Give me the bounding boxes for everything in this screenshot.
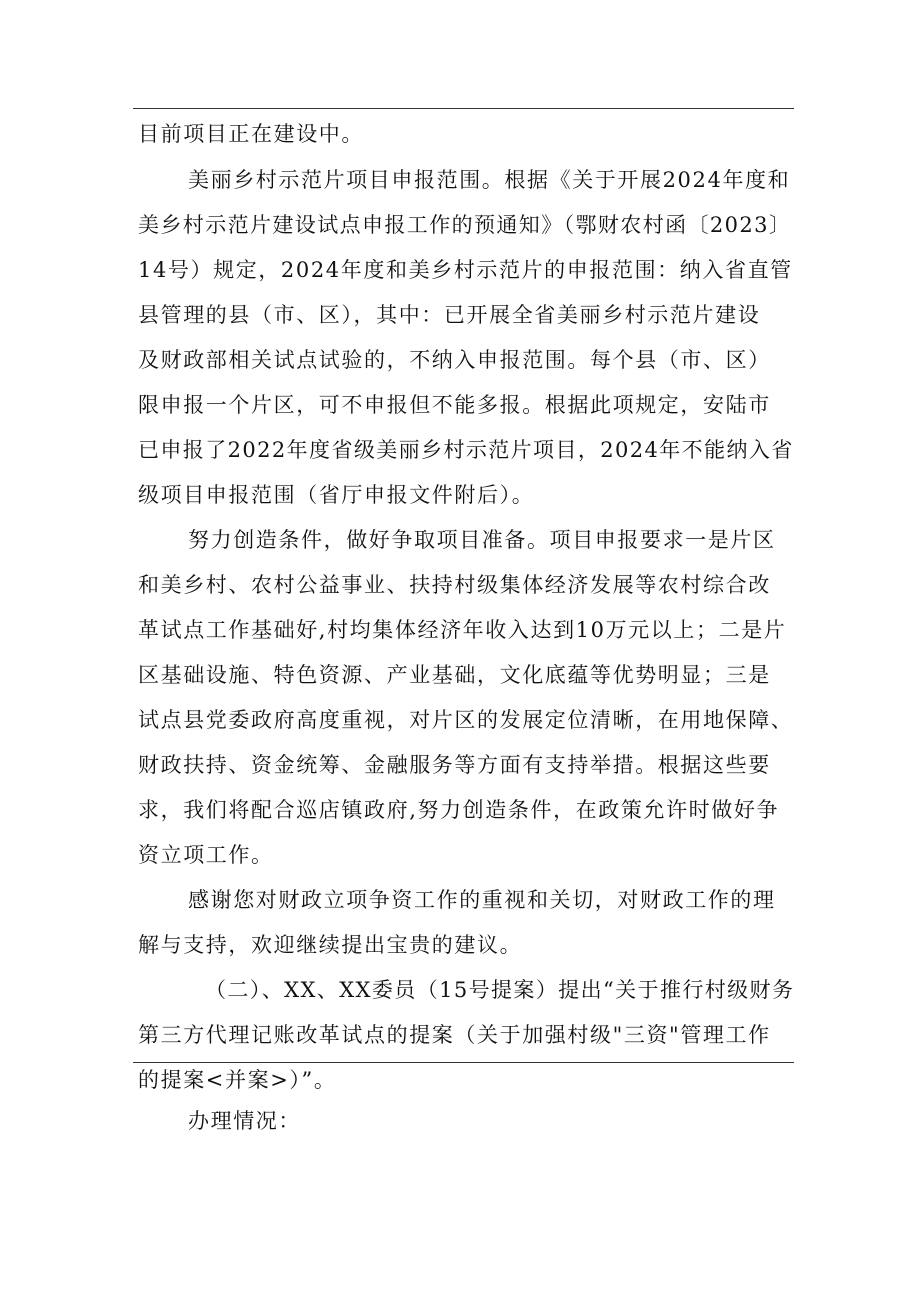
- text-line: 和美乡村、农村公益事业、扶持村级集体经济发展等农村综合改: [138, 573, 771, 597]
- handling-status-label: 办理情况：: [188, 1109, 301, 1133]
- text-line: 资立项工作。: [138, 843, 274, 867]
- text-line: 美乡村示范片建设试点申报工作的预通知》（鄂财农村函〔2023〕: [138, 213, 792, 237]
- text-line: 目前项目正在建设中。: [138, 122, 364, 146]
- text-line: 级项目申报范围（省厅申报文件附后）。: [138, 483, 535, 507]
- text-line: 及财政部相关试点试验的，不纳入申报范围。每个县（市、区）: [138, 348, 771, 372]
- section-heading: （二）、XX、XX委员（15号提案）提出“关于推行村级财务: [205, 978, 795, 1002]
- top-rule: [133, 108, 794, 109]
- text-line: 财政扶持、资金统筹、金融服务等方面有支持举措。根据这些要: [138, 753, 771, 777]
- text-line: 解与支持，欢迎继续提出宝贵的建议。: [138, 933, 523, 957]
- text-line: 县管理的县（市、区），其中：已开展全省美丽乡村示范片建设: [138, 303, 761, 327]
- text-line: 限申报一个片区，可不申报但不能多报。根据此项规定，安陆市: [138, 393, 771, 417]
- text-line: 14号）规定，2024年度和美乡村示范片的申报范围：纳入省直管: [138, 258, 793, 282]
- text-line: 革试点工作基础好,村均集体经济年收入达到10万元以上；二是片: [138, 618, 787, 642]
- text-line: 求，我们将配合巡店镇政府,努力创造条件，在政策允许时做好争: [138, 798, 780, 822]
- text-line: 试点县党委政府高度重视，对片区的发展定位清晰，在用地保障、: [138, 708, 794, 732]
- bottom-rule: [133, 1062, 794, 1063]
- text-line: 第三方代理记账改革试点的提案（关于加强村级"三资"管理工作: [138, 1023, 771, 1047]
- text-line: 区基础设施、特色资源、产业基础，文化底蕴等优势明显；三是: [138, 663, 771, 687]
- paragraph-first-line: 感谢您对财政立项争资工作的重视和关切，对财政工作的理: [188, 888, 776, 912]
- text-line: 的提案<并案>）”。: [138, 1068, 337, 1092]
- paragraph-first-line: 努力创造条件，做好争取项目准备。项目申报要求一是片区: [188, 528, 776, 552]
- text-line: 已申报了2022年度省级美丽乡村示范片项目，2024年不能纳入省: [138, 438, 794, 462]
- paragraph-first-line: 美丽乡村示范片项目申报范围。根据《关于开展2024年度和: [188, 168, 791, 192]
